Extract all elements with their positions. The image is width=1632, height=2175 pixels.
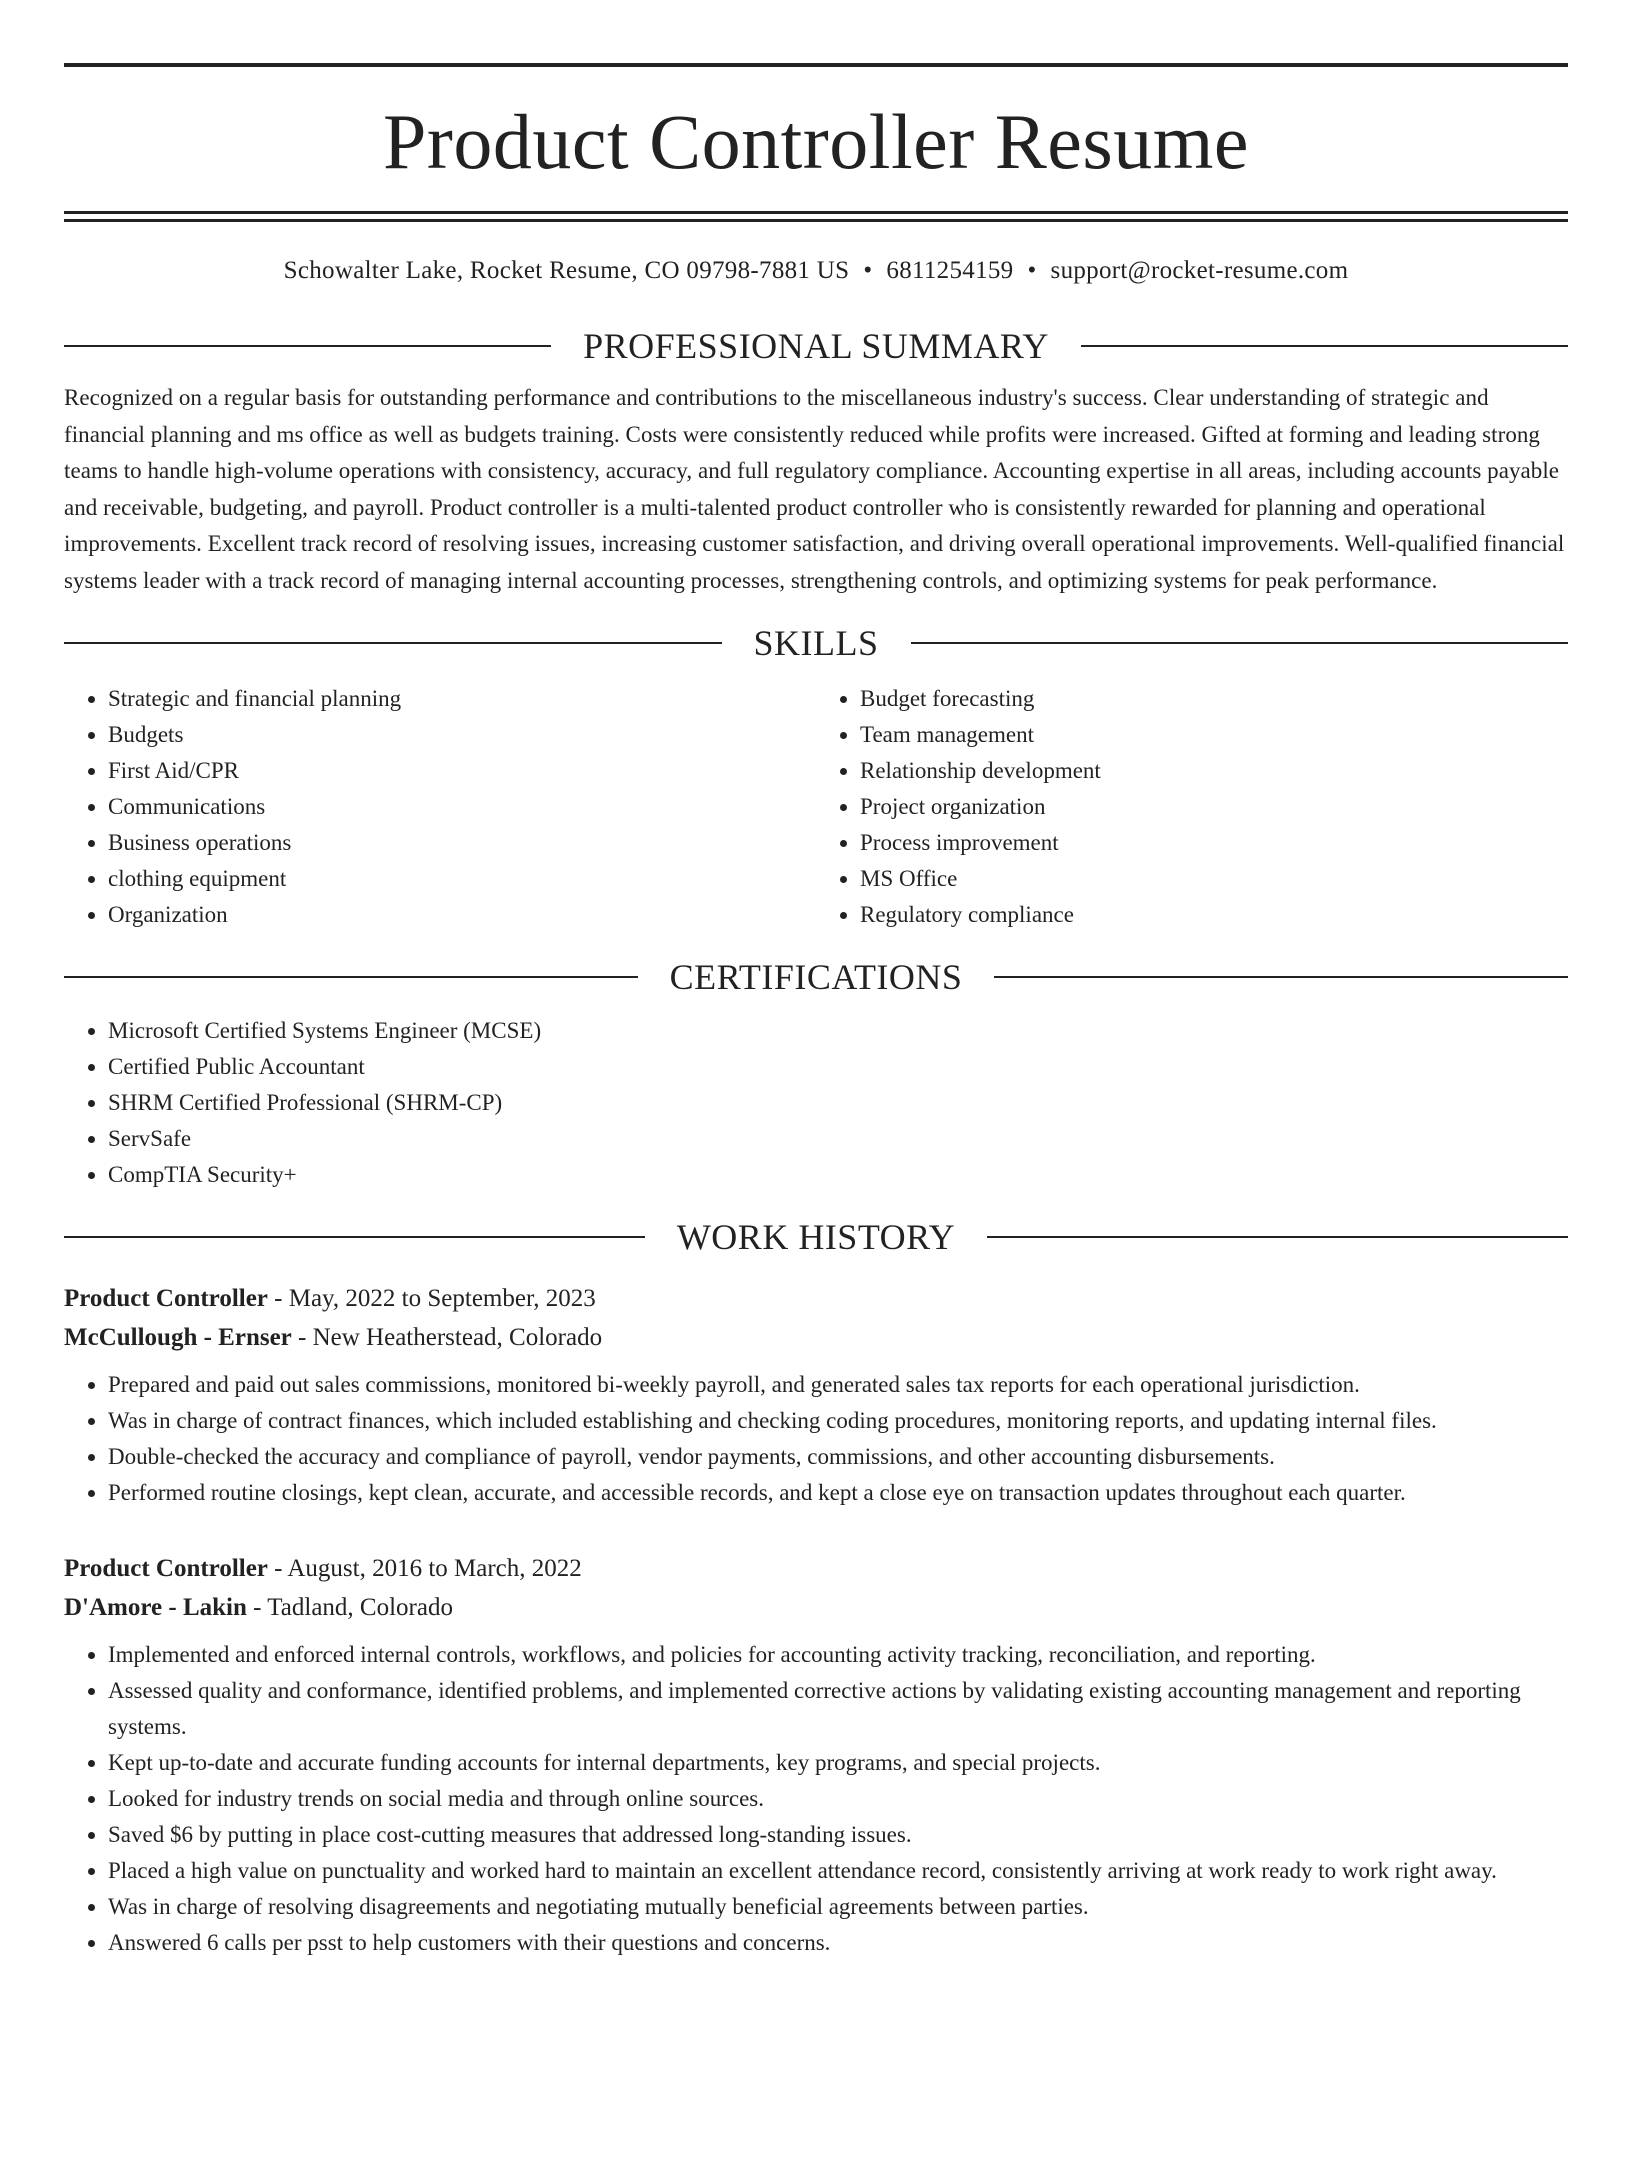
skill-item: • Budget forecasting [860, 681, 1568, 717]
skill-item: • Project organization [860, 789, 1568, 825]
section-header-summary [64, 326, 1568, 366]
job-location: - Tadland, Colorado [253, 1594, 453, 1621]
job-dates: - August, 2016 to March, 2022 [274, 1555, 582, 1582]
certification-item: • ServSafe [108, 1121, 1568, 1157]
job-company-line [64, 1318, 1568, 1357]
job-entry [64, 1549, 1568, 1961]
job-role: Product Controller [64, 1285, 268, 1312]
job-bullet: • Answered 6 calls per psst to help customers with their questions and concerns. [108, 1925, 1568, 1961]
skill-item: • Business operations [108, 825, 816, 861]
job-location: - New Heatherstead, Colorado [298, 1324, 603, 1351]
skills-columns [64, 681, 1568, 933]
section-rule [64, 642, 722, 644]
job-bullet: • Performed routine closings, kept clean, accurate, and accessible records, and kept a close eye on transaction updates throughout each quarter. [108, 1475, 1568, 1511]
job-dates: - May, 2022 to September, 2023 [274, 1285, 596, 1312]
section-rule [994, 976, 1568, 978]
section-header-certifications [64, 957, 1568, 997]
contact-separator: • [1027, 257, 1037, 284]
job-company: D'Amore - Lakin [64, 1594, 247, 1621]
job-entry [64, 1279, 1568, 1511]
job-bullet: • Was in charge of resolving disagreements and negotiating mutually beneficial agreements between parties. [108, 1889, 1568, 1925]
contact-separator: • [863, 257, 873, 284]
section-header-skills [64, 623, 1568, 663]
skill-item: • Relationship development [860, 753, 1568, 789]
job-bullet: • Was in charge of contract finances, which included establishing and checking coding procedures, monitoring reports, and updating internal files. [108, 1403, 1568, 1439]
job-bullet: • Placed a high value on punctuality and worked hard to maintain an excellent attendance record, consistently arriving at work ready to work right away. [108, 1853, 1568, 1889]
section-rule [911, 642, 1569, 644]
top-rule [64, 63, 1568, 67]
skill-item: • First Aid/CPR [108, 753, 816, 789]
section-title-certifications: CERTIFICATIONS [669, 957, 963, 997]
title-double-rule [64, 211, 1568, 222]
section-rule [64, 345, 551, 347]
skill-item: • Strategic and financial planning [108, 681, 816, 717]
section-rule [64, 976, 638, 978]
certification-item: • Certified Public Accountant [108, 1049, 1568, 1085]
job-bullets [64, 1637, 1568, 1961]
contact-email: support@rocket-resume.com [1050, 257, 1349, 284]
skill-item: • Budgets [108, 717, 816, 753]
certifications-list [64, 1013, 1568, 1193]
job-bullet: • Double-checked the accuracy and compliance of payroll, vendor payments, commissions, and other accounting disbursements. [108, 1439, 1568, 1475]
job-role-line [64, 1549, 1568, 1588]
section-rule [1081, 345, 1568, 347]
skill-item: • MS Office [860, 861, 1568, 897]
job-bullets [64, 1367, 1568, 1511]
contact-address: Schowalter Lake, Rocket Resume, CO 09798-7881 US [283, 257, 850, 284]
contact-phone: 6811254159 [886, 257, 1014, 284]
skill-item: • Communications [108, 789, 816, 825]
job-bullet: • Assessed quality and conformance, identified problems, and implemented corrective actions by validating existing accounting management and reporting systems. [108, 1673, 1568, 1745]
section-rule [987, 1236, 1568, 1238]
section-title-skills: SKILLS [753, 623, 879, 663]
job-company-line [64, 1588, 1568, 1627]
job-bullet: • Prepared and paid out sales commissions, monitored bi-weekly payroll, and generated sales tax reports for each operational jurisdiction. [108, 1367, 1568, 1403]
certification-item: • CompTIA Security+ [108, 1157, 1568, 1193]
job-bullet: • Saved $6 by putting in place cost-cutting measures that addressed long-standing issues. [108, 1817, 1568, 1853]
certification-item: • Microsoft Certified Systems Engineer (MCSE) [108, 1013, 1568, 1049]
job-bullet: • Kept up-to-date and accurate funding accounts for internal departments, key programs, and special projects. [108, 1745, 1568, 1781]
section-title-work-history: WORK HISTORY [676, 1217, 956, 1257]
skill-item: • clothing equipment [108, 861, 816, 897]
section-title-summary: PROFESSIONAL SUMMARY [583, 326, 1049, 366]
certification-item: • SHRM Certified Professional (SHRM-CP) [108, 1085, 1568, 1121]
section-header-work-history [64, 1217, 1568, 1257]
skills-list-left [64, 681, 816, 933]
skills-list-right [816, 681, 1568, 933]
resume-page [0, 63, 1632, 2175]
job-bullet: • Looked for industry trends on social media and through online sources. [108, 1781, 1568, 1817]
job-role-line [64, 1279, 1568, 1318]
contact-line [64, 256, 1568, 286]
job-company: McCullough - Ernser [64, 1324, 292, 1351]
skill-item: • Organization [108, 897, 816, 933]
job-bullet: • Implemented and enforced internal controls, workflows, and policies for accounting activity tracking, reconciliation, and reporting. [108, 1637, 1568, 1673]
skill-item: • Team management [860, 717, 1568, 753]
page-title: Product Controller Resume [382, 98, 1250, 185]
job-role: Product Controller [64, 1555, 268, 1582]
skill-item: • Regulatory compliance [860, 897, 1568, 933]
skill-item: • Process improvement [860, 825, 1568, 861]
section-rule [64, 1236, 645, 1238]
summary-text: Recognized on a regular basis for outstanding performance and contributions to the miscellaneous industry's success. Clear understanding of strategic and financial planning and ms office as well as budgets training. Costs were consistently reduced while profits were increased. Gifted at forming and leading strong teams to handle high-volume operations with consistency, accuracy, and full regulatory compliance. Accounting expertise in all areas, including accounts payable and receivable, budgeting, and payroll. Product controller is a multi-talented product controller who is consistently rewarded for planning and operational improvements. Excellent track record of resolving issues, increasing customer satisfaction, and driving overall operational improvements. Well-qualified financial systems leader with a track record of managing internal accounting processes, strengthening controls, and optimizing systems for peak performance. [64, 385, 1565, 593]
